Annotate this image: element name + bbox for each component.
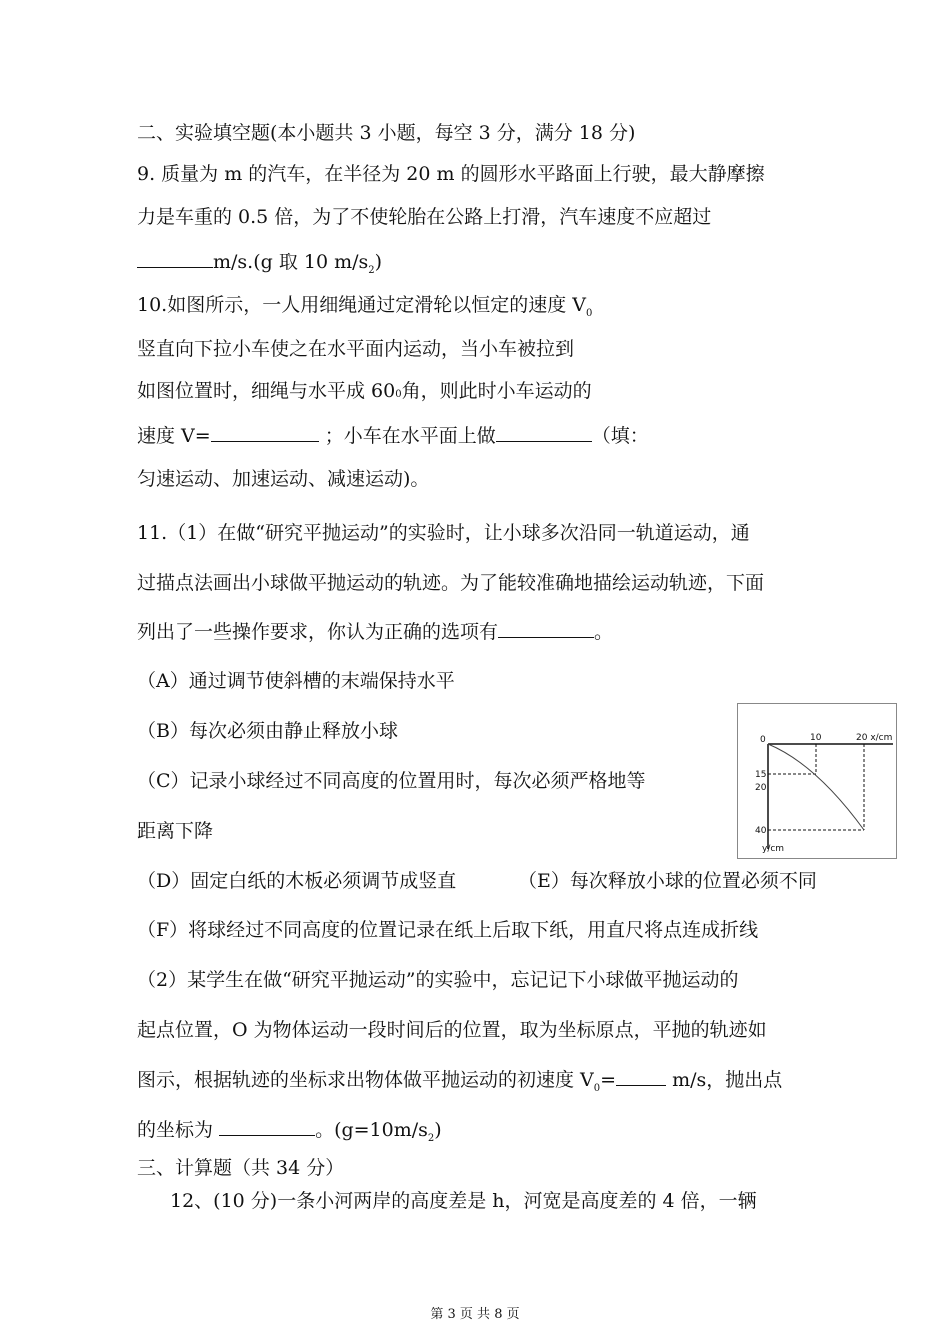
q11-close-paren: ) [434, 1119, 442, 1141]
option-c-line2: 距离下降 [137, 820, 214, 842]
q9-line1: 9. 质量为 m 的汽车，在半径为 20 m 的圆形水平路面上行驶，最大静摩擦 [137, 163, 765, 185]
option-f: （F）将球经过不同高度的位置记录在纸上后取下纸，用直尺将点连成折线 [137, 919, 759, 941]
y-tick-40: 40 [755, 826, 767, 836]
q10-line2: 竖直向下拉小车使之在水平面内运动，当小车被拉到 [137, 338, 575, 360]
q10-text4c: （填： [591, 425, 649, 447]
q10-line4 [137, 423, 649, 449]
q9-close-paren: ) [374, 251, 383, 273]
answer-blank[interactable] [211, 423, 319, 442]
q9-line3 [137, 249, 382, 284]
q10-text1: 10.如图所示，一人用细绳通过定滑轮以恒定的速度 V [137, 294, 586, 316]
x-tick-20: 20 x/cm [856, 733, 893, 743]
trajectory-figure [737, 703, 897, 859]
q10-text4b: ；小车在水平面上做 [324, 425, 496, 447]
trajectory-graph [738, 704, 896, 858]
option-e: （E）每次释放小球的位置必须不同 [518, 870, 817, 892]
q10-text4a: 速度 V= [137, 425, 211, 447]
subscript-0: 0 [593, 1082, 601, 1094]
q9-unit-text: m/s.(g 取 10 m/s [213, 251, 369, 273]
y-axis-label: y/cm [762, 844, 785, 854]
q11-equals: = [600, 1069, 617, 1091]
superscript-2: 2 [427, 1132, 435, 1144]
q11-part2-line2: 起点位置，O 为物体运动一段时间后的位置，取为坐标原点，平抛的轨迹如 [137, 1019, 767, 1041]
q11-text3b: 。 [594, 621, 614, 643]
option-c-line1: （C）记录小球经过不同高度的位置用时，每次必须严格地等 [137, 770, 646, 792]
q12-line1: 12、(10 分)一条小河两岸的高度差是 h，河宽是高度差的 4 倍，一辆 [170, 1190, 757, 1212]
x-tick-10: 10 [810, 733, 822, 743]
q11-text3a: 列出了一些操作要求，你认为正确的选项有 [137, 621, 499, 643]
section3-title: 三、计算题（共 34 分） [137, 1157, 345, 1179]
subscript-0: 0 [585, 307, 593, 319]
q9-line2: 力是车重的 0.5 倍，为了不使轮胎在公路上打滑，汽车速度不应超过 [137, 206, 712, 228]
answer-blank[interactable] [219, 1117, 315, 1136]
q10-line3 [137, 378, 592, 408]
answer-blank[interactable] [616, 1067, 666, 1086]
q11-part2-line1: （2）某学生在做“研究平抛运动”的实验中，忘记记下小球做平抛运动的 [137, 969, 739, 991]
page-footer: 第 3 页 共 8 页 [430, 1307, 520, 1322]
q10-line5: 匀速运动、加速运动、减速运动)。 [137, 468, 430, 490]
q10-line1 [137, 292, 592, 327]
superscript-2: 2 [368, 264, 375, 276]
answer-blank[interactable] [496, 423, 592, 442]
y-tick-15: 15 [755, 770, 767, 780]
option-d: （D）固定白纸的木板必须调节成竖直 [137, 870, 457, 892]
answer-blank[interactable] [498, 619, 594, 638]
q10-text3a: 如图位置时，细绳与水平成 60 [137, 380, 396, 402]
q11-text-p4b: 。(g=10m/s [315, 1119, 428, 1141]
option-b: （B）每次必须由静止释放小球 [137, 720, 398, 742]
q11-text-p3c: m/s，抛出点 [672, 1069, 783, 1091]
section2-title: 二、实验填空题(本小题共 3 小题，每空 3 分，满分 18 分) [137, 122, 636, 144]
option-a: （A）通过调节使斜槽的末端保持水平 [137, 670, 455, 692]
q11-text-p4a: 的坐标为 [137, 1119, 214, 1141]
degree-sup: 0 [395, 389, 402, 400]
q11-line2: 过描点法画出小球做平抛运动的轨迹。为了能较准确地描绘运动轨迹，下面 [137, 572, 765, 594]
q11-line3 [137, 619, 613, 645]
y-tick-20: 20 [755, 783, 767, 793]
answer-blank[interactable] [137, 249, 213, 268]
q11-text-p3a: 图示，根据轨迹的坐标求出物体做平抛运动的初速度 V [137, 1069, 594, 1091]
q11-part2-line4 [137, 1117, 442, 1152]
origin-label: 0 [760, 735, 766, 745]
q11-line1: 11.（1）在做“研究平抛运动”的实验时，让小球多次沿同一轨道运动，通 [137, 522, 750, 544]
q10-text3b: 角，则此时小车运动的 [401, 380, 592, 402]
q11-part2-line3 [137, 1067, 782, 1102]
